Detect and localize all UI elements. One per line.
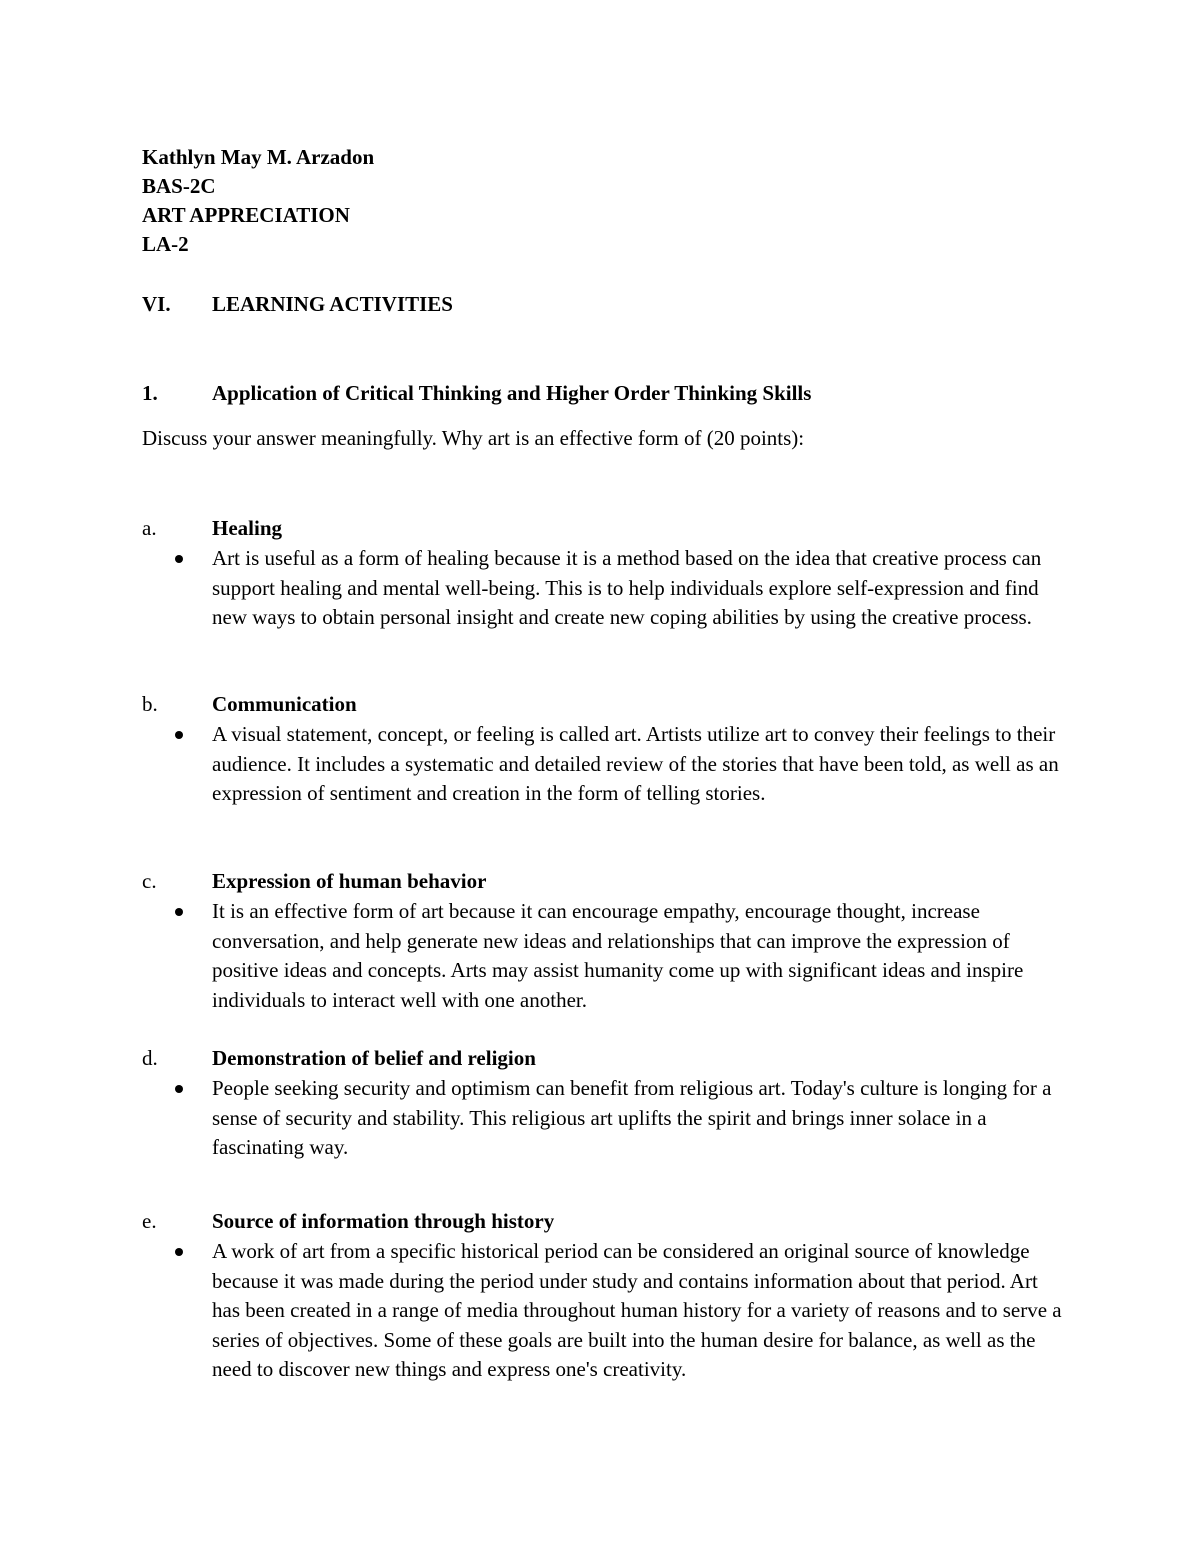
section-title: LEARNING ACTIVITIES	[212, 292, 453, 316]
bullet-item	[142, 1074, 1062, 1163]
bullet-text: A work of art from a specific historical period can be considered an original source of knowledge because it was made during the period under study and contains information about that period. Art has been created in a range of media throughout human history for a variety of reasons and to serve a series of objectives. Some of these goals are built into the human desire for balance, as well as the need to discover new things and express one's creativity.	[212, 1239, 1062, 1381]
bullet-item	[142, 720, 1062, 809]
student-name: Kathlyn May M. Arzadon	[142, 145, 375, 169]
item-letter: b.	[142, 692, 158, 716]
bullet-icon	[175, 1248, 183, 1256]
item-title: Source of information through history	[212, 1209, 555, 1233]
activity-code: LA-2	[142, 232, 189, 256]
course-title: ART APPRECIATION	[142, 203, 350, 227]
item-letter: e.	[142, 1209, 157, 1233]
bullet-text: Art is useful as a form of healing because it is a method based on the idea that creative process can support healing and mental well-being. This is to help individuals explore self-expression and find new ways to obtain personal insight and create new coping abilities by using the creative process.	[212, 546, 1042, 629]
section-number: VI.	[142, 292, 171, 316]
item-letter: d.	[142, 1046, 158, 1070]
item-title: Communication	[212, 692, 357, 716]
item-title: Healing	[212, 516, 283, 540]
item-healing	[142, 514, 1062, 633]
item-expression-of-human-behavior	[142, 867, 1062, 1015]
item-source-of-information	[142, 1207, 1062, 1385]
item-letter: c.	[142, 869, 157, 893]
item-heading	[142, 1207, 1062, 1237]
bullet-text: A visual statement, concept, or feeling is called art. Artists utilize art to convey their feelings to their audience. It includes a systematic and detailed review of the stories that have been told, as well as an expression of sentiment and creation in the form of telling stories.	[212, 722, 1059, 805]
item-title: Expression of human behavior	[212, 869, 487, 893]
item-title: Demonstration of belief and religion	[212, 1046, 536, 1070]
item-letter: a.	[142, 516, 157, 540]
item-demonstration-of-belief	[142, 1044, 1062, 1163]
bullet-icon	[175, 908, 183, 916]
student-section: BAS-2C	[142, 174, 216, 198]
item-heading	[142, 690, 1062, 720]
bullet-icon	[175, 731, 183, 739]
bullet-item	[142, 897, 1062, 1015]
bullet-item	[142, 1237, 1062, 1385]
bullet-icon	[175, 555, 183, 563]
subsection-title: Application of Critical Thinking and Higher Order Thinking Skills	[212, 381, 812, 405]
item-heading	[142, 1044, 1062, 1074]
bullet-text: It is an effective form of art because it can encourage empathy, encourage thought, increase conversation, and help generate new ideas and relationships that can improve the expression of positive ideas and concepts. Arts may assist humanity come up with significant ideas and inspire individuals to interact well with one another.	[212, 899, 1024, 1012]
bullet-icon	[175, 1085, 183, 1093]
item-heading	[142, 514, 1062, 544]
subsection-number: 1.	[142, 381, 158, 405]
bullet-item	[142, 544, 1062, 633]
bullet-text: People seeking security and optimism can benefit from religious art. Today's culture is longing for a sense of security and stability. This religious art uplifts the spirit and brings inner solace in a fascinating way.	[212, 1076, 1052, 1159]
instructions-text: Discuss your answer meaningfully. Why art is an effective form of (20 points):	[142, 426, 805, 450]
item-communication	[142, 690, 1062, 809]
item-heading	[142, 867, 1062, 897]
